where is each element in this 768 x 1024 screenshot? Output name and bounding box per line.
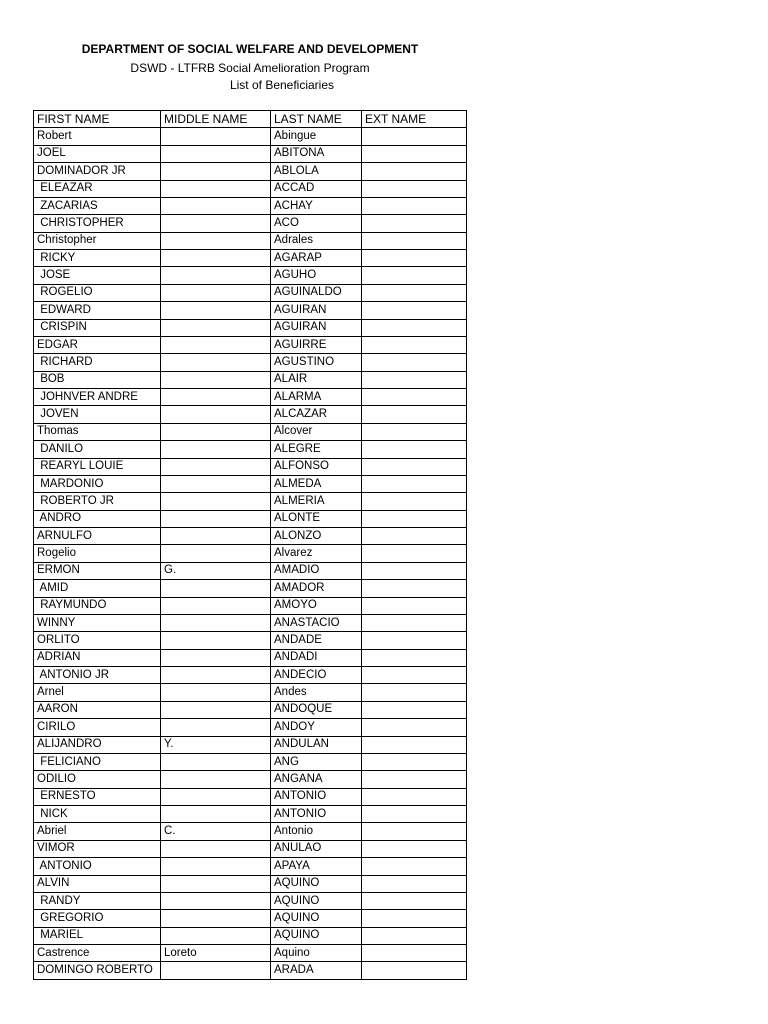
table-row (34, 458, 467, 475)
middle-name-cell (161, 389, 271, 406)
last-name-cell: AMOYO (271, 597, 362, 614)
last-name-cell: ANDADI (271, 649, 362, 666)
first-name-cell: Castrence (34, 945, 161, 962)
ext-name-cell (362, 528, 467, 545)
last-name-cell: AMADIO (271, 562, 362, 579)
table-row (34, 423, 467, 440)
ext-name-cell (362, 458, 467, 475)
first-name-cell: ARNULFO (34, 528, 161, 545)
last-name-cell: ALARMA (271, 389, 362, 406)
table-row (34, 441, 467, 458)
last-name-cell: ARADA (271, 962, 362, 979)
middle-name-cell (161, 197, 271, 214)
first-name-cell: CHRISTOPHER (34, 215, 161, 232)
table-row (34, 215, 467, 232)
last-name-cell: Adrales (271, 232, 362, 249)
ext-name-cell (362, 614, 467, 631)
middle-name-cell (161, 145, 271, 162)
table-body (34, 128, 467, 979)
middle-name-cell (161, 597, 271, 614)
first-name-cell: AMID (34, 580, 161, 597)
column-header-last-name: LAST NAME (271, 111, 362, 128)
table-row (34, 180, 467, 197)
program-title: DSWD - LTFRB Social Amelioration Program (130, 61, 370, 75)
middle-name-cell (161, 632, 271, 649)
table-row (34, 649, 467, 666)
table-row (34, 823, 467, 840)
table-row (34, 719, 467, 736)
middle-name-cell (161, 215, 271, 232)
table-row (34, 319, 467, 336)
first-name-cell: JOHNVER ANDRE (34, 389, 161, 406)
first-name-cell: JOVEN (34, 406, 161, 423)
ext-name-cell (362, 128, 467, 145)
ext-name-cell (362, 684, 467, 701)
last-name-cell: ANDULAN (271, 736, 362, 753)
middle-name-cell (161, 423, 271, 440)
table-row (34, 250, 467, 267)
first-name-cell: ORLITO (34, 632, 161, 649)
table-row (34, 336, 467, 353)
ext-name-cell (362, 823, 467, 840)
table-row (34, 945, 467, 962)
ext-name-cell (362, 649, 467, 666)
middle-name-cell (161, 962, 271, 979)
middle-name-cell (161, 858, 271, 875)
table-row (34, 528, 467, 545)
middle-name-cell (161, 719, 271, 736)
table-row (34, 493, 467, 510)
table-row (34, 354, 467, 371)
middle-name-cell (161, 580, 271, 597)
ext-name-cell (362, 232, 467, 249)
column-header-middle-name: MIDDLE NAME (161, 111, 271, 128)
table-row (34, 875, 467, 892)
ext-name-cell (362, 632, 467, 649)
first-name-cell: ANDRO (34, 510, 161, 527)
first-name-cell: ERMON (34, 562, 161, 579)
last-name-cell: ALAIR (271, 371, 362, 388)
table-row (34, 197, 467, 214)
middle-name-cell: Loreto (161, 945, 271, 962)
last-name-cell: AGUIRRE (271, 336, 362, 353)
last-name-cell: ALONTE (271, 510, 362, 527)
first-name-cell: EDWARD (34, 302, 161, 319)
first-name-cell: MARDONIO (34, 475, 161, 492)
table-row (34, 406, 467, 423)
middle-name-cell (161, 684, 271, 701)
table-row (34, 892, 467, 909)
ext-name-cell (362, 753, 467, 770)
last-name-cell: ANTONIO (271, 806, 362, 823)
last-name-cell: AQUINO (271, 910, 362, 927)
ext-name-cell (362, 215, 467, 232)
column-header-first-name: FIRST NAME (34, 111, 161, 128)
first-name-cell: REARYL LOUIE (34, 458, 161, 475)
list-title: List of Beneficiaries (229, 78, 335, 92)
last-name-cell: ALONZO (271, 528, 362, 545)
table-row (34, 302, 467, 319)
first-name-cell: Thomas (34, 423, 161, 440)
last-name-cell: AGUIRAN (271, 319, 362, 336)
beneficiaries-table (33, 110, 467, 980)
middle-name-cell: Y. (161, 736, 271, 753)
table-row (34, 371, 467, 388)
first-name-cell: ROBERTO JR (34, 493, 161, 510)
table-row (34, 771, 467, 788)
ext-name-cell (362, 892, 467, 909)
first-name-cell: CIRILO (34, 719, 161, 736)
last-name-cell: ANULAO (271, 840, 362, 857)
middle-name-cell (161, 875, 271, 892)
last-name-cell: ANDOQUE (271, 701, 362, 718)
first-name-cell: ZACARIAS (34, 197, 161, 214)
last-name-cell: ABLOLA (271, 163, 362, 180)
middle-name-cell (161, 840, 271, 857)
middle-name-cell (161, 753, 271, 770)
last-name-cell: Alcover (271, 423, 362, 440)
ext-name-cell (362, 510, 467, 527)
first-name-cell: Rogelio (34, 545, 161, 562)
table-row (34, 128, 467, 145)
last-name-cell: AGUSTINO (271, 354, 362, 371)
first-name-cell: CRISPIN (34, 319, 161, 336)
first-name-cell: DANILO (34, 441, 161, 458)
table-header-row (34, 111, 467, 128)
last-name-cell: ANGANA (271, 771, 362, 788)
middle-name-cell (161, 406, 271, 423)
table-row (34, 858, 467, 875)
ext-name-cell (362, 406, 467, 423)
table-row (34, 475, 467, 492)
ext-name-cell (362, 475, 467, 492)
ext-name-cell (362, 580, 467, 597)
ext-name-cell (362, 284, 467, 301)
last-name-cell: ALFONSO (271, 458, 362, 475)
ext-name-cell (362, 962, 467, 979)
last-name-cell: AQUINO (271, 927, 362, 944)
ext-name-cell (362, 771, 467, 788)
ext-name-cell (362, 858, 467, 875)
middle-name-cell (161, 892, 271, 909)
table-row (34, 614, 467, 631)
first-name-cell: BOB (34, 371, 161, 388)
last-name-cell: ACCAD (271, 180, 362, 197)
middle-name-cell (161, 354, 271, 371)
first-name-cell: JOSE (34, 267, 161, 284)
table-row (34, 927, 467, 944)
ext-name-cell (362, 250, 467, 267)
first-name-cell: JOEL (34, 145, 161, 162)
middle-name-cell (161, 250, 271, 267)
ext-name-cell (362, 910, 467, 927)
table-row (34, 632, 467, 649)
ext-name-cell (362, 389, 467, 406)
first-name-cell: ODILIO (34, 771, 161, 788)
last-name-cell: AMADOR (271, 580, 362, 597)
ext-name-cell (362, 336, 467, 353)
table-row (34, 667, 467, 684)
ext-name-cell (362, 840, 467, 857)
last-name-cell: ANDADE (271, 632, 362, 649)
first-name-cell: RICHARD (34, 354, 161, 371)
first-name-cell: Christopher (34, 232, 161, 249)
middle-name-cell (161, 319, 271, 336)
middle-name-cell: C. (161, 823, 271, 840)
first-name-cell: ALIJANDRO (34, 736, 161, 753)
middle-name-cell (161, 649, 271, 666)
last-name-cell: AGUIRAN (271, 302, 362, 319)
last-name-cell: ACHAY (271, 197, 362, 214)
first-name-cell: MARIEL (34, 927, 161, 944)
ext-name-cell (362, 788, 467, 805)
last-name-cell: APAYA (271, 858, 362, 875)
first-name-cell: ALVIN (34, 875, 161, 892)
middle-name-cell (161, 510, 271, 527)
first-name-cell: ERNESTO (34, 788, 161, 805)
middle-name-cell (161, 458, 271, 475)
middle-name-cell (161, 788, 271, 805)
first-name-cell: GREGORIO (34, 910, 161, 927)
first-name-cell: WINNY (34, 614, 161, 631)
ext-name-cell (362, 423, 467, 440)
last-name-cell: ALCAZAR (271, 406, 362, 423)
middle-name-cell (161, 806, 271, 823)
last-name-cell: ALEGRE (271, 441, 362, 458)
middle-name-cell (161, 701, 271, 718)
table-row (34, 736, 467, 753)
last-name-cell: Aquino (271, 945, 362, 962)
middle-name-cell (161, 180, 271, 197)
first-name-cell: ADRIAN (34, 649, 161, 666)
ext-name-cell (362, 875, 467, 892)
ext-name-cell (362, 371, 467, 388)
last-name-cell: ANDECIO (271, 667, 362, 684)
last-name-cell: AGUINALDO (271, 284, 362, 301)
middle-name-cell (161, 528, 271, 545)
ext-name-cell (362, 302, 467, 319)
middle-name-cell (161, 545, 271, 562)
first-name-cell: RICKY (34, 250, 161, 267)
middle-name-cell (161, 771, 271, 788)
middle-name-cell (161, 284, 271, 301)
table-row (34, 684, 467, 701)
first-name-cell: ANTONIO (34, 858, 161, 875)
last-name-cell: AGARAP (271, 250, 362, 267)
table-row (34, 962, 467, 979)
first-name-cell: Arnel (34, 684, 161, 701)
ext-name-cell (362, 545, 467, 562)
ext-name-cell (362, 267, 467, 284)
middle-name-cell (161, 163, 271, 180)
first-name-cell: EDGAR (34, 336, 161, 353)
middle-name-cell (161, 910, 271, 927)
first-name-cell: ANTONIO JR (34, 667, 161, 684)
first-name-cell: NICK (34, 806, 161, 823)
last-name-cell: ABITONA (271, 145, 362, 162)
table-row (34, 145, 467, 162)
middle-name-cell (161, 667, 271, 684)
middle-name-cell (161, 493, 271, 510)
ext-name-cell (362, 945, 467, 962)
ext-name-cell (362, 736, 467, 753)
ext-name-cell (362, 701, 467, 718)
table-row (34, 788, 467, 805)
table-row (34, 267, 467, 284)
last-name-cell: Alvarez (271, 545, 362, 562)
middle-name-cell (161, 336, 271, 353)
middle-name-cell (161, 475, 271, 492)
middle-name-cell (161, 232, 271, 249)
table-row (34, 806, 467, 823)
table-row (34, 580, 467, 597)
first-name-cell: ELEAZAR (34, 180, 161, 197)
middle-name-cell: G. (161, 562, 271, 579)
table-row (34, 597, 467, 614)
table-row (34, 284, 467, 301)
ext-name-cell (362, 319, 467, 336)
last-name-cell: ANG (271, 753, 362, 770)
last-name-cell: Andes (271, 684, 362, 701)
first-name-cell: Robert (34, 128, 161, 145)
first-name-cell: VIMOR (34, 840, 161, 857)
ext-name-cell (362, 493, 467, 510)
table-row (34, 232, 467, 249)
ext-name-cell (362, 806, 467, 823)
middle-name-cell (161, 128, 271, 145)
ext-name-cell (362, 180, 467, 197)
first-name-cell: Abriel (34, 823, 161, 840)
table-row (34, 163, 467, 180)
ext-name-cell (362, 354, 467, 371)
table-row (34, 510, 467, 527)
last-name-cell: Abingue (271, 128, 362, 145)
last-name-cell: ANTONIO (271, 788, 362, 805)
last-name-cell: AQUINO (271, 875, 362, 892)
last-name-cell: AGUHO (271, 267, 362, 284)
ext-name-cell (362, 719, 467, 736)
first-name-cell: ROGELIO (34, 284, 161, 301)
last-name-cell: AQUINO (271, 892, 362, 909)
ext-name-cell (362, 927, 467, 944)
ext-name-cell (362, 145, 467, 162)
table-row (34, 840, 467, 857)
column-header-ext-name: EXT NAME (362, 111, 467, 128)
last-name-cell: ANDOY (271, 719, 362, 736)
middle-name-cell (161, 441, 271, 458)
last-name-cell: ALMERIA (271, 493, 362, 510)
first-name-cell: RANDY (34, 892, 161, 909)
table-row (34, 753, 467, 770)
last-name-cell: Antonio (271, 823, 362, 840)
middle-name-cell (161, 371, 271, 388)
table-row (34, 562, 467, 579)
middle-name-cell (161, 927, 271, 944)
ext-name-cell (362, 597, 467, 614)
ext-name-cell (362, 562, 467, 579)
last-name-cell: ACO (271, 215, 362, 232)
last-name-cell: ANASTACIO (271, 614, 362, 631)
ext-name-cell (362, 197, 467, 214)
ext-name-cell (362, 441, 467, 458)
table-row (34, 389, 467, 406)
last-name-cell: ALMEDA (271, 475, 362, 492)
table-row (34, 545, 467, 562)
first-name-cell: DOMINADOR JR (34, 163, 161, 180)
middle-name-cell (161, 302, 271, 319)
table-row (34, 910, 467, 927)
first-name-cell: DOMINGO ROBERTO (34, 962, 161, 979)
first-name-cell: RAYMUNDO (34, 597, 161, 614)
department-title: DEPARTMENT OF SOCIAL WELFARE AND DEVELOPMENT (81, 42, 419, 56)
table-row (34, 701, 467, 718)
middle-name-cell (161, 267, 271, 284)
first-name-cell: AARON (34, 701, 161, 718)
ext-name-cell (362, 667, 467, 684)
first-name-cell: FELICIANO (34, 753, 161, 770)
middle-name-cell (161, 614, 271, 631)
ext-name-cell (362, 163, 467, 180)
